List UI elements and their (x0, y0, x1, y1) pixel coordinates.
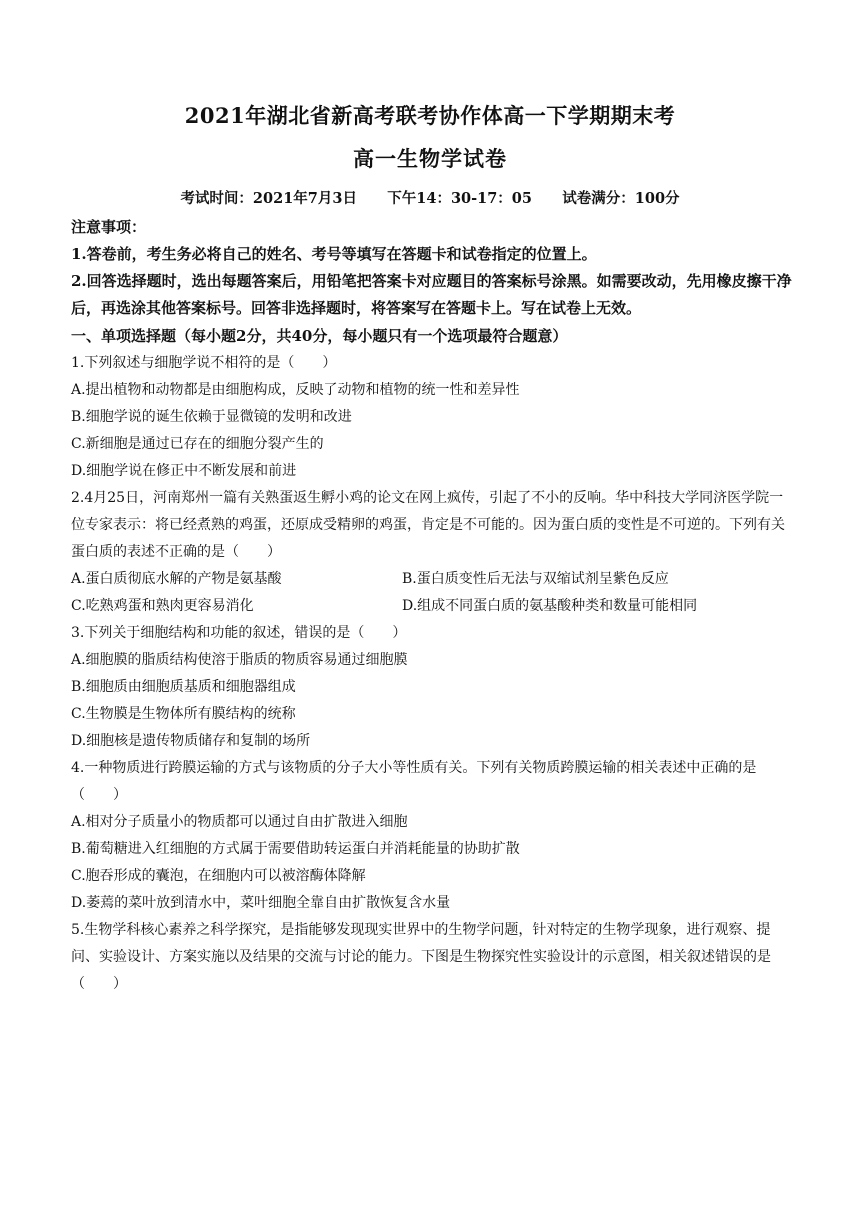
question-1-option-a: A.提出植物和动物都是由细胞构成，反映了动物和植物的统一性和差异性 (71, 382, 520, 398)
exam-body (71, 213, 795, 998)
question-4-option-d: D.萎蔫的菜叶放到清水中，菜叶细胞全靠自由扩散恢复含水量 (71, 895, 451, 911)
exam-meta: 考试时间：2021年7月3日 下午14：30-17：05 试卷满分：100分 (180, 190, 680, 207)
question-2-option-c: C.吃熟鸡蛋和熟肉更容易消化 (71, 598, 254, 614)
question-4-stem: 4.一种物质进行跨膜运输的方式与该物质的分子大小等性质有关。下列有关物质跨膜运输的相关表述中正确的是（ ） (71, 760, 757, 803)
question-4-option-a: A.相对分子质量小的物质都可以通过自由扩散进入细胞 (71, 814, 408, 830)
question-3-option-c: C.生物膜是生物体所有膜结构的统称 (71, 706, 296, 722)
question-2-option-b: B.蛋白质变性后无法与双缩试剂呈紫色反应 (402, 571, 669, 587)
question-2-stem: 2.4月25日，河南郑州一篇有关熟蛋返生孵小鸡的论文在网上疯传，引起了不小的反响。华中科技大学同济医学院一位专家表示：将已经煮熟的鸡蛋，还原成受精卵的鸡蛋，肯定是不可能的。因为蛋白质的变性是不可逆的。下列有关蛋白质的表述不正确的是（ ） (71, 490, 785, 560)
notice-heading: 注意事项： (71, 218, 147, 236)
question-3-option-b: B.细胞质由细胞质基质和细胞器组成 (71, 679, 296, 695)
question-4-option-b: B.葡萄糖进入红细胞的方式属于需要借助转运蛋白并消耗能量的协助扩散 (71, 841, 520, 857)
exam-subtitle: 高一生物学试卷 (353, 146, 507, 171)
question-1-option-d: D.细胞学说在修正中不断发展和前进 (71, 463, 297, 479)
question-3-stem: 3.下列关于细胞结构和功能的叙述，错误的是（ ） (71, 625, 407, 641)
question-1-option-c: C.新细胞是通过已存在的细胞分裂产生的 (71, 436, 324, 452)
question-3-option-d: D.细胞核是遗传物质储存和复制的场所 (71, 733, 311, 749)
question-5-stem: 5.生物学科核心素养之科学探究，是指能够发现现实世界中的生物学问题，针对特定的生物学现象，进行观察、提问、实验设计、方案实施以及结果的交流与讨论的能力。下图是生物探究性实验设计的示意图，相关叙述错误的是（ ） (71, 922, 771, 992)
exam-title: 2021年湖北省新高考联考协作体高一下学期期末考 (184, 103, 676, 128)
question-2-option-d: D.组成不同蛋白质的氨基酸种类和数量可能相同 (402, 598, 698, 614)
question-4-option-c: C.胞吞形成的囊泡，在细胞内可以被溶酶体降解 (71, 868, 366, 884)
question-2-option-a: A.蛋白质彻底水解的产物是氨基酸 (71, 571, 282, 587)
notice-item-1: 1.答卷前，考生务必将自己的姓名、考号等填写在答题卡和试卷指定的位置上。 (71, 245, 597, 263)
question-2-options-row-1 (71, 566, 795, 593)
question-2-options-row-2 (71, 593, 795, 620)
question-1-option-b: B.细胞学说的诞生依赖于显微镜的发明和改进 (71, 409, 352, 425)
question-1-stem: 1.下列叙述与细胞学说不相符的是（ ） (71, 355, 337, 371)
section-heading: 一、单项选择题（每小题2分，共40分，每小题只有一个选项最符合题意） (71, 327, 568, 345)
notice-item-2: 2.回答选择题时，选出每题答案后，用铅笔把答案卡对应题目的答案标号涂黑。如需要改动，先用橡皮擦干净后，再选涂其他答案标号。回答非选择题时，将答案写在答题卡上。写在试卷上无效。 (71, 272, 792, 317)
question-3-option-a: A.细胞膜的脂质结构使溶于脂质的物质容易通过细胞膜 (71, 652, 408, 668)
